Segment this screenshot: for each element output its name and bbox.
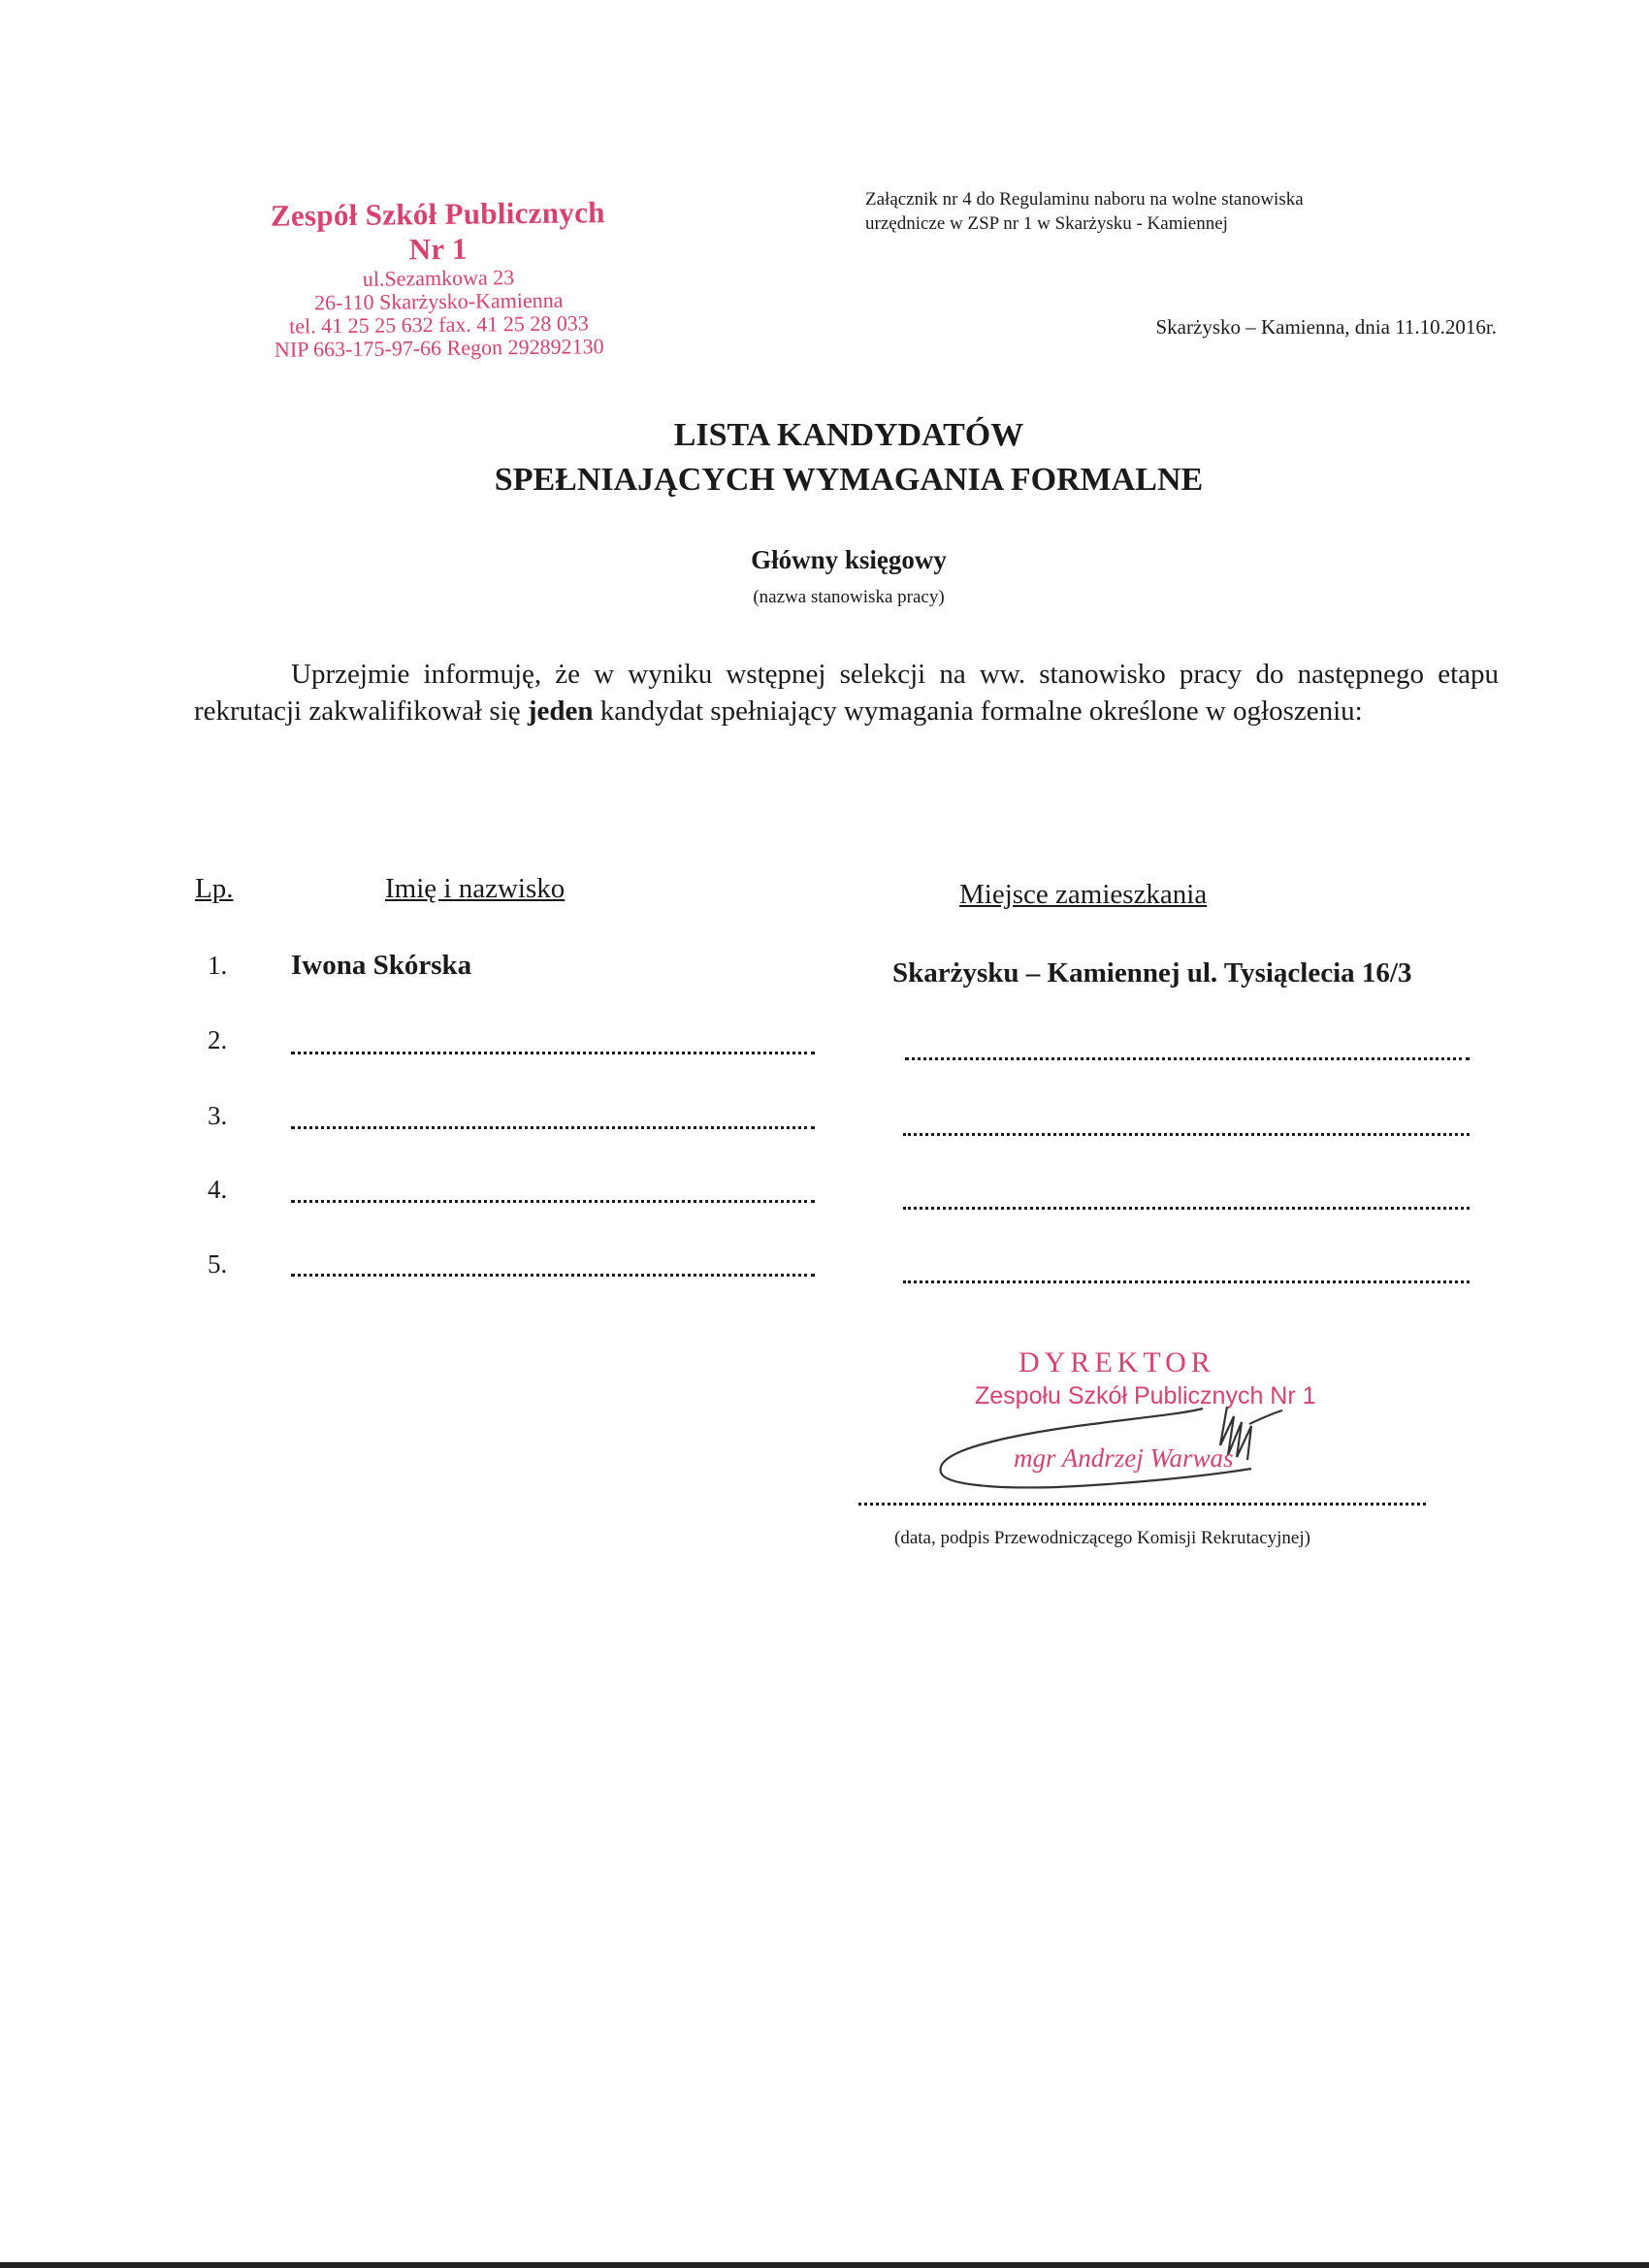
row-3-place-dotted-line	[903, 1133, 1470, 1136]
row-2-name-dotted-line	[291, 1052, 815, 1054]
director-stamp-title: DYREKTOR	[1018, 1346, 1215, 1378]
row-2-number: 2.	[208, 1025, 228, 1054]
row-1-number: 1.	[208, 951, 228, 980]
title-line-2: SPEŁNIAJĄCYCH WYMAGANIA FORMALNE	[494, 462, 1204, 498]
stamp-city-line: 26-110 Skarżysko-Kamienna	[313, 287, 564, 315]
intro-text-before: Uprzejmie informuję, że w wyniku wstępnej selekcji na ww. stanowisko pracy do następnego etapu rekrutacji zakwalifikował się	[194, 659, 1499, 727]
row-3-name-dotted-line	[291, 1126, 815, 1129]
row-5-place-dotted-line	[903, 1280, 1470, 1283]
intro-paragraph	[194, 656, 1499, 729]
signature-caption: (data, podpis Przewodniczącego Komisji Rekrutacyjnej)	[894, 1528, 1310, 1548]
scan-bottom-edge	[0, 2262, 1649, 2268]
row-1-name: Iwona Skórska	[291, 950, 472, 981]
title-line-1: LISTA KANDYDATÓW	[673, 417, 1024, 453]
stamp-nip-line: NIP 663-175-97-66 Regon 292892130	[274, 334, 604, 362]
header-lp: Lp.	[195, 873, 234, 904]
document-title	[194, 413, 1504, 502]
attachment-line-1: Załącznik nr 4 do Regulaminu naboru na wolne stanowiska	[865, 189, 1304, 210]
director-stamp-name: mgr Andrzej Warwas	[1014, 1443, 1234, 1473]
header-place: Miejsce zamieszkania	[959, 879, 1208, 910]
stamp-address-line: ul.Sezamkowa 23	[362, 265, 515, 291]
handwritten-signature	[931, 1387, 1300, 1494]
header-name: Imię i nazwisko	[385, 873, 566, 904]
row-5-name-dotted-line	[291, 1274, 815, 1277]
row-4-place-dotted-line	[903, 1207, 1470, 1210]
attachment-line-2: urzędnicze w ZSP nr 1 w Skarżysku - Kamiennej	[865, 213, 1228, 234]
row-4-number: 4.	[208, 1175, 228, 1204]
stamp-phone-line: tel. 41 25 25 632 fax. 41 25 28 033	[289, 310, 589, 339]
row-1-place: Skarżysku – Kamiennej ul. Tysiąclecia 16/3	[892, 957, 1412, 988]
row-3-number: 3.	[208, 1101, 228, 1130]
director-stamp-org: Zespołu Szkół Publicznych Nr 1	[975, 1382, 1316, 1409]
intro-text-bold: jeden	[527, 696, 594, 727]
attachment-note	[865, 187, 1408, 236]
row-4-name-dotted-line	[291, 1200, 815, 1203]
row-5-number: 5.	[208, 1249, 228, 1279]
date-line: Skarżysko – Kamienna, dnia 11.10.2016r.	[1155, 315, 1497, 339]
row-2-place-dotted-line	[905, 1057, 1470, 1060]
school-stamp	[253, 195, 624, 362]
intro-text-after: kandydat spełniający wymagania formalne określone w ogłoszeniu:	[593, 696, 1363, 727]
position-name: Główny księgowy	[751, 545, 947, 574]
signature-dotted-line	[858, 1503, 1426, 1506]
stamp-title: Zespół Szkół Publicznych Nr 1	[270, 195, 605, 267]
position-caption: (nazwa stanowiska pracy)	[753, 587, 945, 607]
